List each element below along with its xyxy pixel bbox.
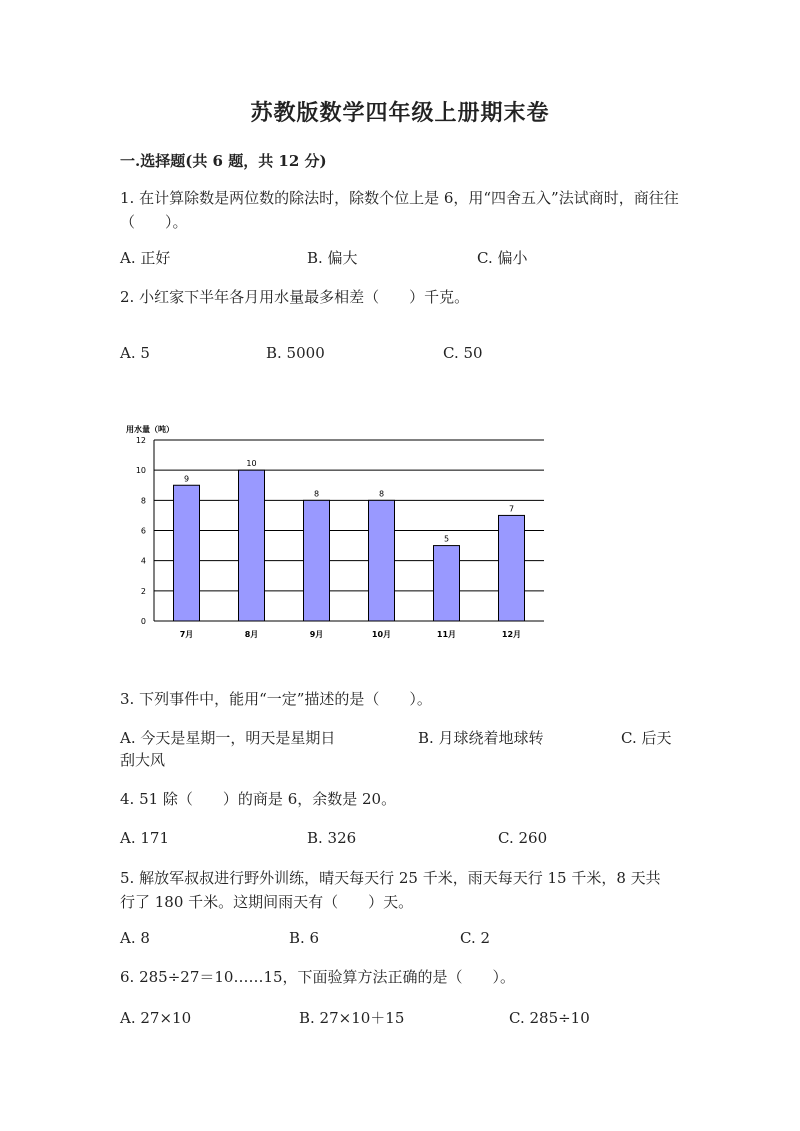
question-4-option-c[interactable]: C. 260 bbox=[498, 829, 548, 847]
question-6-stem: 6. 285÷27＝10……15，下面验算方法正确的是（ ）。 bbox=[120, 968, 516, 986]
y-tick-label: 4 bbox=[140, 556, 146, 566]
chart-y-axis-label: 用水量（吨） bbox=[126, 425, 174, 434]
bar bbox=[304, 500, 330, 621]
bar-value-label: 9 bbox=[183, 474, 190, 484]
water-usage-bar-chart bbox=[118, 418, 558, 648]
bar bbox=[434, 546, 460, 621]
question-2-option-b[interactable]: B. 5000 bbox=[266, 344, 325, 362]
x-tick-label: 9月 bbox=[309, 630, 324, 639]
question-3-option-c-continued: 刮大风 bbox=[120, 751, 166, 769]
question-3-stem: 3. 下列事件中，能用“一定”描述的是（ ）。 bbox=[120, 690, 432, 708]
bar bbox=[239, 470, 265, 621]
y-tick-label: 2 bbox=[140, 586, 146, 596]
y-tick-label: 0 bbox=[140, 617, 146, 626]
question-4-option-b[interactable]: B. 326 bbox=[307, 829, 357, 847]
question-2-option-a[interactable]: A. 5 bbox=[120, 344, 150, 362]
bar-value-label: 7 bbox=[508, 504, 515, 514]
question-5-option-c[interactable]: C. 2 bbox=[460, 929, 491, 947]
question-2-option-c[interactable]: C. 50 bbox=[443, 344, 483, 362]
question-5-option-b[interactable]: B. 6 bbox=[289, 929, 320, 947]
bar bbox=[499, 515, 525, 621]
question-3-option-c[interactable]: C. 后天 bbox=[621, 729, 672, 747]
section-heading: 一.选择题(共 6 题，共 12 分) bbox=[120, 152, 327, 170]
x-tick-label: 11月 bbox=[436, 630, 457, 639]
question-5-stem: 5. 解放军叔叔进行野外训练，晴天每天行 25 千米，雨天每天行 15 千米，8 天共行了 180 千米。这期间雨天有（ ）天。 bbox=[120, 869, 661, 911]
y-tick-label: 6 bbox=[140, 526, 146, 536]
y-tick-label: 10 bbox=[135, 466, 146, 476]
question-4-stem: 4. 51 除（ ）的商是 6，余数是 20。 bbox=[120, 790, 397, 808]
x-tick-label: 7月 bbox=[179, 630, 194, 639]
question-1-option-c[interactable]: C. 偏小 bbox=[477, 249, 528, 267]
page-title: 苏教版数学四年级上册期末卷 bbox=[250, 100, 550, 126]
x-tick-label: 10月 bbox=[371, 630, 392, 639]
bar-value-label: 5 bbox=[443, 534, 450, 544]
bar bbox=[369, 500, 395, 621]
bar bbox=[174, 485, 200, 621]
question-3-option-a[interactable]: A. 今天是星期一，明天是星期日 bbox=[120, 729, 336, 747]
bar-value-label: 8 bbox=[378, 489, 385, 499]
question-1-stem: 1. 在计算除数是两位数的除法时，除数个位上是 6，用“四舍五入”法试商时，商往往（ ）。 bbox=[120, 189, 679, 231]
question-6-option-a[interactable]: A. 27×10 bbox=[120, 1009, 192, 1027]
x-tick-label: 12月 bbox=[501, 630, 522, 639]
question-6-option-c[interactable]: C. 285÷10 bbox=[509, 1009, 590, 1027]
question-1-option-b[interactable]: B. 偏大 bbox=[307, 249, 358, 267]
y-tick-label: 8 bbox=[140, 496, 146, 506]
question-6-option-b[interactable]: B. 27×10＋15 bbox=[299, 1009, 405, 1027]
question-5-option-a[interactable]: A. 8 bbox=[120, 929, 150, 947]
y-tick-label: 12 bbox=[135, 436, 146, 445]
bar-value-label: 10 bbox=[246, 459, 257, 469]
question-2-stem: 2. 小红家下半年各月用水量最多相差（ ）千克。 bbox=[120, 288, 470, 306]
bar-value-label: 8 bbox=[313, 489, 320, 499]
question-4-option-a[interactable]: A. 171 bbox=[120, 829, 169, 847]
question-3-option-b[interactable]: B. 月球绕着地球转 bbox=[418, 729, 544, 747]
x-tick-label: 8月 bbox=[244, 630, 259, 639]
question-1-option-a[interactable]: A. 正好 bbox=[120, 249, 171, 267]
